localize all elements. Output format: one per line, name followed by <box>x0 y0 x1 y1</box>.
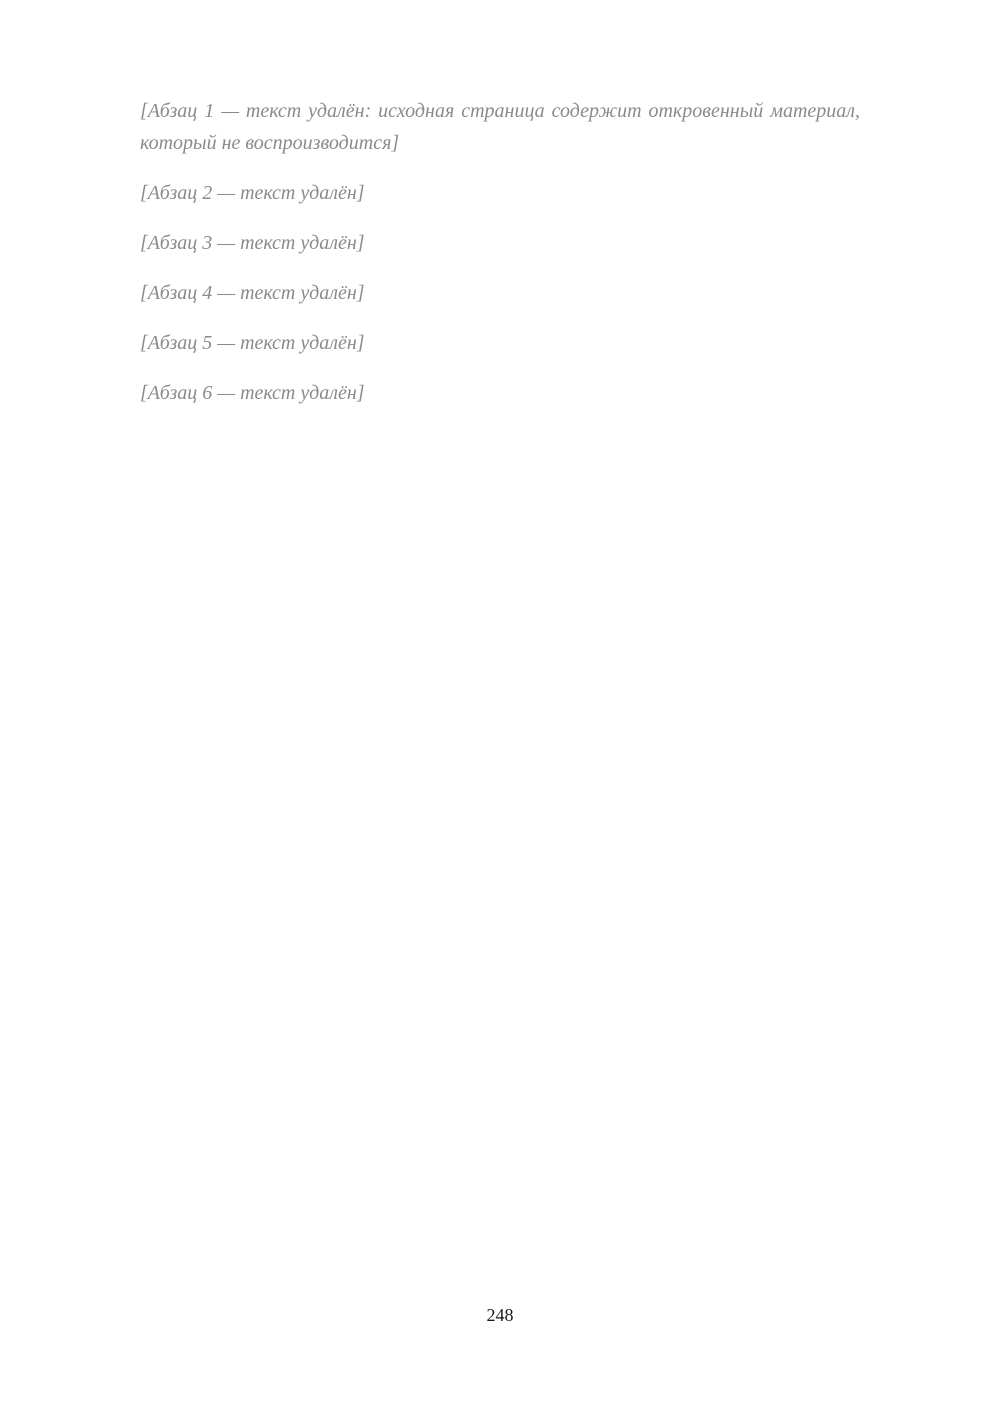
paragraph: [Абзац 5 — текст удалён] <box>140 332 365 354</box>
paragraph: [Абзац 4 — текст удалён] <box>140 282 365 304</box>
text-block <box>140 95 860 409</box>
page-number: 248 <box>486 1305 514 1325</box>
paragraph: [Абзац 1 — текст удалён: исходная страница содержит откровенный материал, который не воспроизводится] <box>140 100 860 154</box>
paragraph: [Абзац 3 — текст удалён] <box>140 232 365 254</box>
paragraph: [Абзац 6 — текст удалён] <box>140 382 365 404</box>
paragraph: [Абзац 2 — текст удалён] <box>140 182 365 204</box>
